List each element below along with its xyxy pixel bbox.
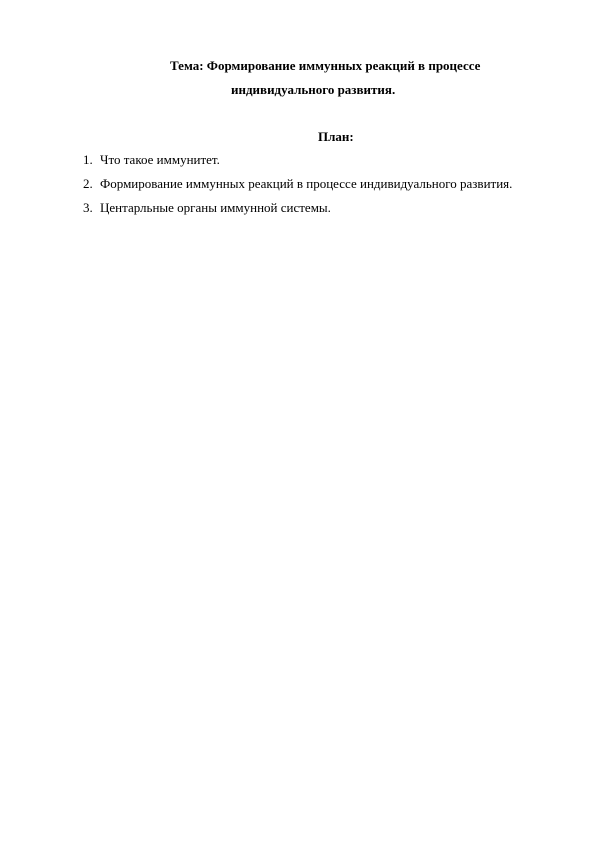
list-item-number: 1. (83, 152, 93, 167)
document-title-line-2: индивидуального развития. (231, 82, 396, 97)
plan-list (83, 152, 512, 224)
document-title-line-1: Тема: Формирование иммунных реакций в процессе (170, 58, 481, 73)
list-item (83, 152, 512, 176)
list-item-number: 3. (83, 200, 93, 215)
list-item (83, 200, 512, 224)
list-item (83, 176, 512, 200)
plan-heading: План: (318, 129, 354, 144)
list-item-text: Формирование иммунных реакций в процессе индивидуального развития. (100, 176, 513, 191)
list-item-text: Центарльные органы иммунной системы. (100, 200, 331, 215)
list-item-text: Что такое иммунитет. (100, 152, 220, 167)
list-item-number: 2. (83, 176, 93, 191)
